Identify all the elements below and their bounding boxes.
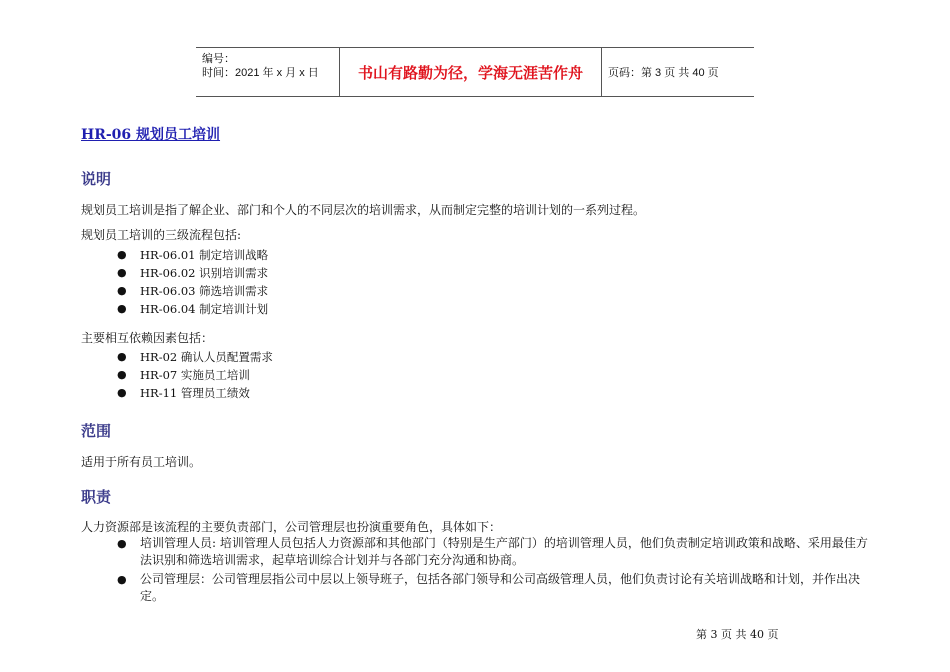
time-label: 时间：2021 年 x 月 x 日 [202,67,319,79]
bullet-icon: ● [117,266,127,279]
list-item: ● HR-07 实施员工培训 [117,368,250,382]
list-item [0,571,870,605]
section-heading-duties: 职责 [81,488,112,506]
header-meta [196,48,339,96]
description-paragraph-3: 主要相互依赖因素包括： [81,331,214,345]
serial-label: 编号： [202,53,235,65]
bullet-icon: ● [117,368,127,381]
page-footer: 第 3 页 共 40 页 [696,628,779,641]
section-heading-scope: 范围 [81,422,112,440]
section-heading-description: 说明 [81,170,112,188]
description-paragraph-1: 规划员工培训是指了解企业、部门和个人的不同层次的培训需求，从而制定完整的培训计划的一系列过程。 [81,203,646,217]
duty-management: 公司管理层：公司管理层指公司中层以上领导班子，包括各部门领导和公司高级管理人员，他们负责讨论有关培训战略和计划，并作出决定。 [140,572,861,603]
document-title[interactable]: HR-06 规划员工培训 [81,127,221,143]
header-page-code: 页码：第 3 页 共 40 页 [608,67,719,79]
bullet-icon: ● [117,302,127,315]
bullet-icon: ● [117,284,127,297]
dependencies-list [0,348,273,402]
process-steps-list [0,246,268,318]
list-item: ● HR-06.03 筛选培训需求 [117,284,269,298]
header-motto: 书山有路勤为径，学海无涯苦作舟 [339,48,602,96]
scope-text: 适用于所有员工培训。 [81,455,202,469]
list-item: ● HR-06.04 制定培训计划 [117,302,269,316]
bullet-icon: ● [117,573,127,586]
description-paragraph-2: 规划员工培训的三级流程包括: [81,228,242,242]
list-item: ● HR-06.02 识别培训需求 [117,266,269,280]
bullet-icon: ● [117,350,127,363]
bullet-icon: ● [117,537,127,550]
list-item: ● HR-11 管理员工绩效 [117,386,250,400]
bullet-icon: ● [117,248,127,261]
bullet-icon: ● [117,386,127,399]
duty-training-managers: 培训管理人员: 培训管理人员包括人力资源部和其他部门（特别是生产部门）的培训管理人员，他们负责制定培训政策和战略、采用最佳方法识别和筛选培训需求，起草培训综合计划并与各部门充分沟通和协商。 [140,536,868,567]
list-item: ● HR-06.01 制定培训战略 [117,248,269,262]
list-item: ● HR-02 确认人员配置需求 [117,350,273,364]
duties-intro: 人力资源部是该流程的主要负责部门，公司管理层也扮演重要角色，具体如下： [81,520,502,534]
page-header [196,47,754,97]
list-item [0,535,870,569]
